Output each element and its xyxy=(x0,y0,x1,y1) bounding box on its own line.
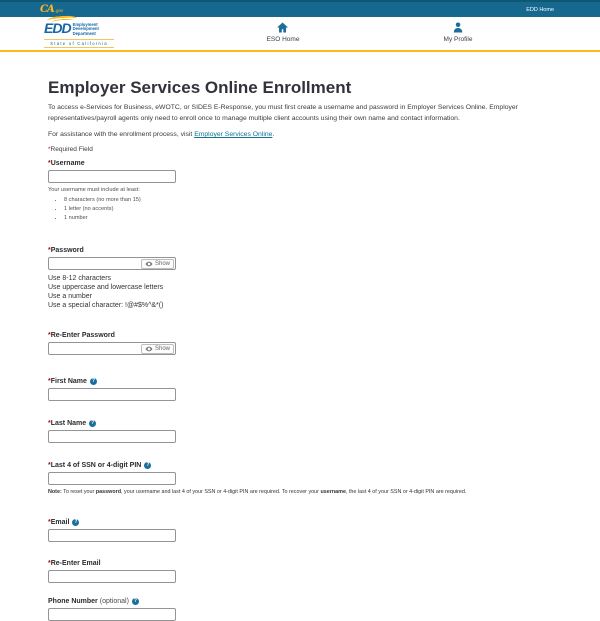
required-asterisk: * xyxy=(48,462,51,469)
main-nav xyxy=(0,17,600,50)
reenter-email-input[interactable] xyxy=(48,570,176,583)
edd-logo-line: Department xyxy=(72,31,96,37)
reenter-password-section xyxy=(48,331,552,355)
nav-eso-home[interactable] xyxy=(267,22,300,43)
home-icon xyxy=(277,22,289,33)
email-input[interactable] xyxy=(48,529,176,542)
edd-logo-acronym: EDD xyxy=(44,20,71,36)
required-asterisk: * xyxy=(48,519,51,526)
eye-icon xyxy=(145,261,153,267)
person-icon xyxy=(453,22,464,33)
email-section xyxy=(48,518,552,542)
required-asterisk: * xyxy=(48,247,51,254)
edd-logo-line: Employment xyxy=(72,21,98,27)
username-rules-title: Your username must include at least: xyxy=(48,187,140,193)
phone-input[interactable] xyxy=(48,608,176,621)
edd-logo-tagline: State of California xyxy=(44,39,114,48)
username-rule: • 1 letter (no accents) xyxy=(64,205,552,214)
username-rule: • 8 characters (no more than 15) xyxy=(64,196,552,205)
password-rule: Use uppercase and lowercase letters xyxy=(48,284,164,291)
utility-bar xyxy=(0,0,600,17)
email-label: *Email xyxy=(48,519,70,526)
edd-logo[interactable] xyxy=(44,20,114,48)
first-name-label: *First Name xyxy=(48,378,87,385)
password-show-button[interactable] xyxy=(141,259,174,269)
required-asterisk: * xyxy=(48,332,51,339)
phone-section xyxy=(48,597,552,621)
first-name-help-icon[interactable]: ? xyxy=(91,378,95,384)
required-asterisk: * xyxy=(48,146,51,153)
reenter-email-label: *Re-Enter Email xyxy=(48,560,101,567)
phone-optional-label: (optional) xyxy=(99,598,129,605)
main-content xyxy=(0,78,600,621)
required-asterisk: * xyxy=(48,378,51,385)
show-label: Show xyxy=(154,345,170,352)
nav-eso-home-label: ESO Home xyxy=(266,36,300,43)
last-name-input[interactable] xyxy=(48,430,176,443)
password-label: *Password xyxy=(48,247,84,254)
eye-icon xyxy=(145,346,153,352)
username-rule: • 1 number xyxy=(64,214,552,223)
required-field-note xyxy=(48,146,552,153)
employer-services-online-link[interactable]: Employer Services Online xyxy=(194,131,273,138)
edd-logo-line: Development xyxy=(72,26,99,32)
phone-help-icon[interactable]: ? xyxy=(133,598,137,604)
required-asterisk: * xyxy=(48,560,51,567)
ssn-pin-note: Note: To reset your password, your username and last 4 of your SSN or 4-digit PIN are required. To recover your username, the last 4 of your SSN or 4-digit PIN are required. xyxy=(48,489,467,495)
gold-divider xyxy=(0,50,600,52)
ca-gov-logo-text: CA xyxy=(40,3,54,15)
edd-home-link[interactable]: EDD Home xyxy=(526,6,554,13)
username-input[interactable] xyxy=(48,170,176,183)
last-name-section xyxy=(48,419,552,443)
show-label: Show xyxy=(154,260,170,267)
nav-my-profile-label: My Profile xyxy=(443,36,473,43)
reenter-password-show-button[interactable] xyxy=(141,344,174,354)
assistance-paragraph xyxy=(48,130,552,139)
assistance-text: For assistance with the enrollment process, visit xyxy=(48,131,195,138)
ssn-pin-input[interactable] xyxy=(48,472,176,485)
password-rule: Use a special character: !@#$%^&*() xyxy=(48,302,164,309)
last-name-help-icon[interactable]: ? xyxy=(91,420,95,426)
ssn-pin-help-icon[interactable]: ? xyxy=(146,462,150,468)
page-title: Employer Services Online Enrollment xyxy=(48,78,352,97)
required-note-text: Required Field xyxy=(50,146,93,153)
username-section xyxy=(48,159,552,223)
nav-my-profile[interactable] xyxy=(444,22,473,43)
password-rules xyxy=(48,274,552,310)
last-name-label: *Last Name xyxy=(48,420,87,427)
reenter-email-section xyxy=(48,559,552,583)
reenter-password-label: *Re-Enter Password xyxy=(48,332,115,339)
ssn-pin-label: *Last 4 of SSN or 4-digit PIN xyxy=(48,462,142,469)
ca-gov-logo[interactable] xyxy=(40,5,63,15)
password-rule: Use 8-12 characters xyxy=(48,275,112,282)
email-help-icon[interactable]: ? xyxy=(74,519,78,525)
first-name-section xyxy=(48,377,552,401)
ssn-pin-section xyxy=(48,461,552,496)
required-asterisk: * xyxy=(48,420,51,427)
first-name-input[interactable] xyxy=(48,388,176,401)
username-rules-list xyxy=(48,196,552,223)
password-section xyxy=(48,246,552,310)
ca-gov-logo-suffix: .gov xyxy=(54,7,64,13)
edd-logo-department-text xyxy=(73,23,99,38)
password-rule: Use a number xyxy=(48,293,92,300)
assistance-text-suffix: . xyxy=(272,131,275,138)
username-label: *Username xyxy=(48,160,85,167)
intro-paragraph: To access e-Services for Business, eWOTC, or SIDES E-Response, you must first create a username and password in Employer Services Online. Employer representatives/payroll agents only need to enroll once to manage multiple client accounts using their own name and contact information. xyxy=(48,104,518,122)
required-asterisk: * xyxy=(48,160,51,167)
phone-label: Phone Number (optional) xyxy=(48,598,129,605)
